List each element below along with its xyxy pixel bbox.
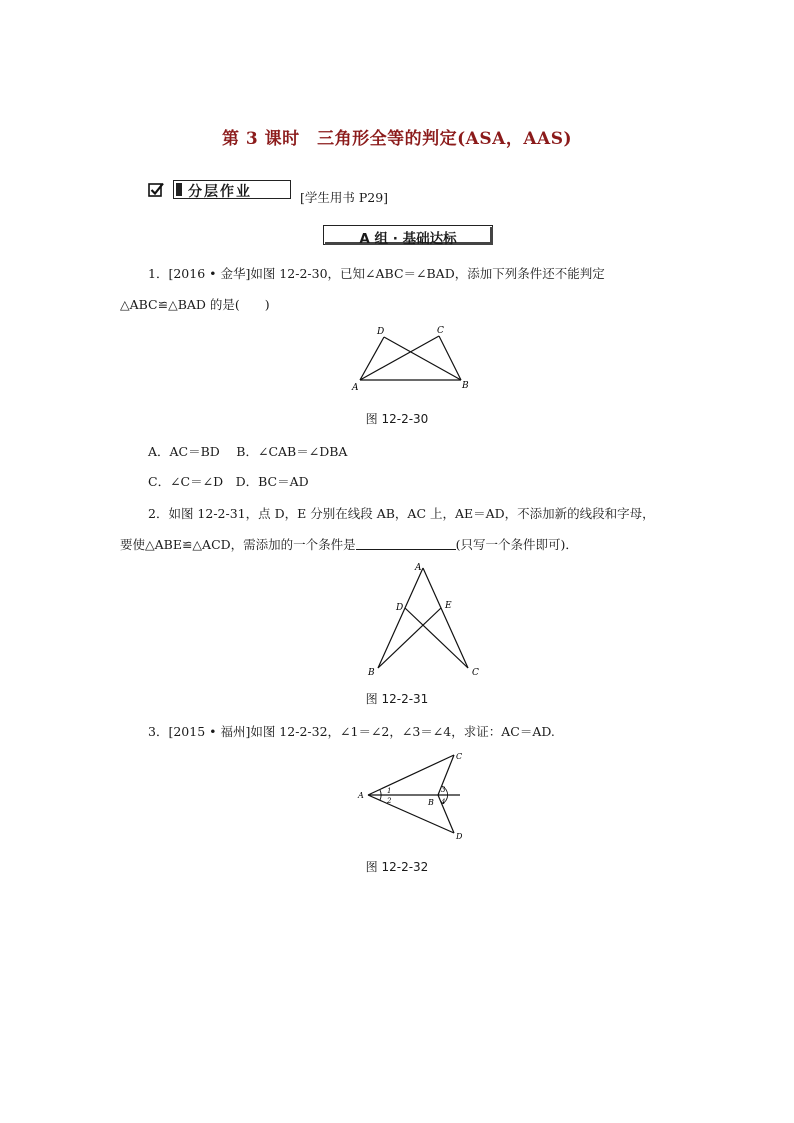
label-d: D [456, 832, 463, 840]
label-c: C [472, 668, 479, 678]
angle-label-1: 1 [387, 787, 392, 795]
label-d: D [396, 603, 404, 613]
q1-options-line2: C．∠C＝∠D D．BC＝AD [148, 474, 309, 489]
figure-12-2-32 [352, 748, 472, 840]
label-b: B [462, 381, 469, 391]
segment-be [378, 608, 441, 668]
q2-text-line2-post: (只写一个条件即可)． [455, 537, 578, 552]
section-header-bar [176, 183, 182, 196]
page-title: 第 3 课时 三角形全等的判定(ASA，AAS) [221, 129, 573, 149]
figure-caption-12-2-31: 图 12-2-31 [365, 692, 429, 706]
label-b: B [428, 798, 434, 807]
section-header-box [173, 180, 291, 199]
checkbox-checked-icon [148, 182, 164, 198]
label-a: A [352, 383, 359, 393]
figure-12-2-31 [362, 560, 488, 682]
segment-cd [405, 608, 468, 668]
section-header-label: 分层作业 [188, 184, 252, 200]
q3-text-line1: 3．[2015 • 福州]如图 12-2-32，∠1＝∠2，∠3＝∠4，求证：AC＝AD. [148, 724, 555, 739]
q2-text-line1: 2．如图 12-2-31，点 D，E 分别在线段 AB，AC 上，AE＝AD，不添加新的线段和字母， [148, 506, 655, 521]
angle-label-3: 3 [441, 786, 446, 794]
book-reference: [学生用书 P29] [300, 190, 389, 205]
q1-options-line1: A．AC＝BD B．∠CAB＝∠DBA [148, 444, 348, 459]
group-banner [323, 225, 493, 246]
label-a: A [415, 563, 422, 573]
label-c: C [456, 752, 463, 761]
answer-blank [356, 537, 456, 550]
label-e: E [445, 601, 452, 611]
figure-caption-12-2-30: 图 12-2-30 [365, 412, 429, 426]
q1-text-line1: 1．[2016 • 金华]如图 12-2-30，已知∠ABC＝∠BAD，添加下列条件还不能判定 [148, 266, 605, 281]
angle-label-2: 2 [387, 797, 392, 805]
segment-bd [384, 337, 461, 380]
figure-caption-12-2-32: 图 12-2-32 [365, 860, 429, 874]
group-banner-label: A 组 · 基础达标 [359, 231, 457, 247]
figure-12-2-30 [340, 322, 480, 394]
angle-label-4: 4 [441, 798, 446, 806]
q2-text-line2 [120, 535, 578, 553]
q1-text-line2: △ABC≌△BAD 的是( ) [120, 297, 270, 312]
label-a: A [358, 791, 364, 800]
q2-text-line2-pre: 要使△ABE≌△ACD，需添加的一个条件是 [120, 537, 356, 552]
label-d: D [377, 327, 385, 337]
label-b: B [368, 668, 375, 678]
label-c: C [437, 326, 444, 336]
